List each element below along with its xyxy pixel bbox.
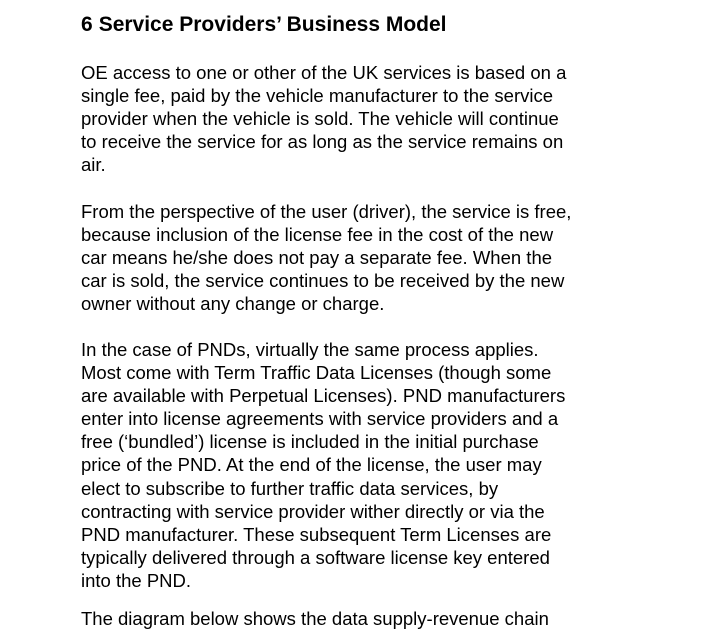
section-number: 6	[81, 13, 93, 36]
paragraph-line: into the PND.	[81, 569, 192, 591]
paragraph-line: elect to subscribe to further traffic data services, by	[81, 477, 499, 499]
paragraph-line: car means he/she does not pay a separate fee. When the	[81, 247, 553, 269]
section-title: Service Providers’ Business Model	[98, 13, 447, 36]
paragraph-line: In the case of PNDs, virtually the same process applies.	[81, 339, 539, 360]
paragraph-line: enter into license agreements with service providers and a	[81, 408, 559, 430]
paragraph-line: price of the PND. At the end of the license, the user may	[81, 454, 542, 476]
paragraph-line: contracting with service provider wither directly or via the	[81, 500, 545, 522]
paragraph-line: because inclusion of the license fee in the cost of the new	[81, 224, 554, 246]
section-heading	[81, 12, 447, 38]
paragraph-diagram-intro	[81, 607, 549, 630]
paragraph-line: air.	[81, 154, 106, 176]
paragraph-line: From the perspective of the user (driver), the service is free,	[81, 201, 572, 222]
paragraph-user-perspective	[81, 200, 571, 315]
paragraph-line: to receive the service for as long as the service remains on	[81, 131, 564, 153]
paragraph-line: OE access to one or other of the UK services is based on a	[81, 62, 567, 83]
paragraph-pnd-case	[81, 338, 565, 592]
paragraph-line: car is sold, the service continues to be received by the new	[81, 270, 565, 292]
paragraph-line: provider when the vehicle is sold. The vehicle will continue	[81, 108, 559, 130]
paragraph-line: typically delivered through a software license key entered	[81, 546, 550, 568]
paragraph-line: single fee, paid by the vehicle manufacturer to the service	[81, 85, 554, 107]
paragraph-line: owner without any change or charge.	[81, 293, 385, 315]
paragraph-line: PND manufacturer. These subsequent Term Licenses are	[81, 523, 552, 545]
paragraph-line: Most come with Term Traffic Data Licenses (though some	[81, 362, 552, 384]
paragraph-oe-access	[81, 61, 566, 176]
paragraph-line: free (‘bundled’) license is included in the initial purchase	[81, 431, 539, 453]
paragraph-line: are available with Perpetual Licenses). PND manufacturers	[81, 385, 566, 407]
paragraph-line: The diagram below shows the data supply-revenue chain	[81, 608, 549, 629]
